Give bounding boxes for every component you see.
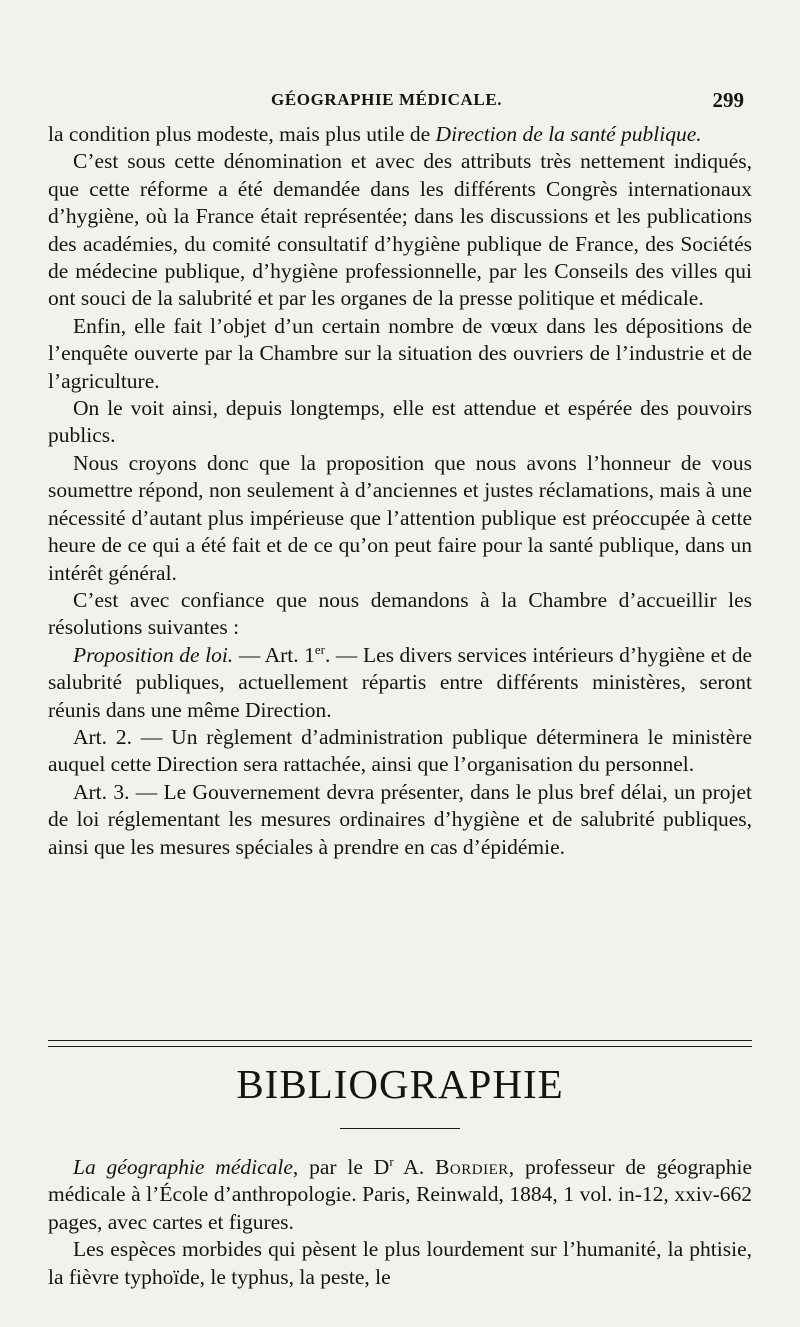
book-title: La géographie médicale [73, 1155, 293, 1179]
paragraph-3: Enfin, elle fait l’objet d’un certain nombre de vœux dans les dépositions de l’enquête ouverte par la Chambre sur la situation des ouvriers de l’industrie et de l’agriculture. [48, 313, 752, 393]
ordinal-superscript: er [314, 641, 326, 657]
paragraph-4: On le voit ainsi, depuis longtemps, elle est attendue et espérée des pouvoirs publics. [48, 396, 752, 448]
bibliography-text [48, 1154, 752, 1291]
body-text [48, 121, 752, 861]
review-paragraph: Les espèces morbides qui pèsent le plus lourdement sur l’humanité, la phtisie, la fièvre typhoïde, le typhus, la peste, le [48, 1237, 752, 1289]
emphasis-direction: Direction de la santé publique. [435, 122, 702, 146]
section-title: BIBLIOGRAPHIE [236, 1061, 564, 1107]
article-3: Art. 3. — Le Gouvernement devra présenter, dans le plus bref délai, un projet de loi réglementant les mesures ordinaires d’hygiène et de salubrité publiques, ainsi que les mesures spéciales à prendre en cas d’épidémie. [48, 779, 752, 859]
section-rule-bottom [48, 1046, 752, 1047]
paragraph-6: C’est avec confiance que nous demandons à la Chambre d’accueillir les résolutions suivantes : [48, 587, 752, 640]
article-2: Art. 2. — Un règlement d’administration publique déterminera le ministère auquel cette Direction sera rattachée, ainsi que l’organisation du personnel. [48, 724, 752, 777]
paragraph-2: C’est sous cette dénomination et avec des attributs très nettement indiqués, que cette réforme a été demandée dans les différents Congrès internationaux d’hygiène, où la France était représentée; dans les discussions et les publications des académies, du comité consultatif d’hygiène publique de France, des Sociétés de médecine publique, d’hygiène professionnelle, par les Conseils des villes qui ont souci de la salubrité et par les organes de la presse politique et médicale. [48, 149, 752, 311]
bibliography-entry: La géographie médicale, par le $D^r$ A. Bordier, professeur de géographie médicale à l’École d’anthropologie. Paris, Reinwald, 1884, 1 vol. in-12, xxiv-662 pages, avec cartes et figures. [48, 1153, 752, 1234]
section-rule-top [48, 1040, 752, 1041]
title-underline [340, 1128, 460, 1129]
paragraph-1: la condition plus modeste, mais plus utile de Direction de la santé publique. [48, 122, 702, 146]
paragraph-5: Nous croyons donc que la proposition que nous avons l’honneur de vous soumettre répond, non seulement à d’anciennes et justes réclamations, mais à une nécessité d’autant plus impérieuse que l’attention publique est préoccupée à cette heure de ce qui a été fait et de ce qu’on peut faire pour la santé publique, dans un intérêt général. [48, 450, 752, 585]
article-1: Proposition de loi. — Art. 1er. — Les divers services intérieurs d’hygiène et de salubrité publiques, actuellement répartis entre différents ministères, seront réunis dans une même Direction. [48, 641, 752, 722]
page-number: 299 [712, 88, 744, 112]
running-title: GÉOGRAPHIE MÉDICALE. [271, 90, 503, 109]
author-name: Bordier [435, 1155, 509, 1179]
proposition-label: Proposition de loi. [73, 642, 234, 667]
page-header [48, 88, 744, 116]
